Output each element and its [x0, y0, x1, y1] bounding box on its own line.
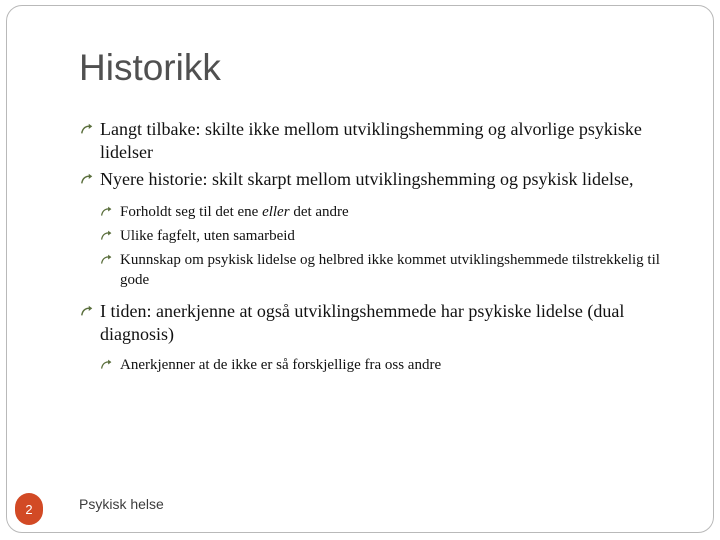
bullet-text: Nyere historie: skilt skarpt mellom utviklingshemming og psykisk lidelse, — [100, 169, 634, 189]
bullet-text-post: det andre — [289, 204, 349, 220]
bullet-text: Kunnskap om psykisk lidelse og helbred ikke kommet utviklingshemmede tilstrekkelig til gode — [120, 252, 660, 288]
curled-arrow-icon — [100, 358, 113, 371]
curled-arrow-icon — [100, 253, 113, 266]
curled-arrow-icon — [100, 205, 113, 218]
sub-bullet-item — [100, 226, 678, 246]
bullet-text-pre: Forholdt seg til det ene — [120, 204, 263, 220]
sub-bullet-item — [100, 202, 678, 222]
curled-arrow-icon — [80, 172, 94, 186]
curled-arrow-icon — [100, 229, 113, 242]
bullet-text: I tiden: anerkjenne at også utviklingshemmede har psykiske lidelse (dual diagnosis) — [100, 301, 625, 344]
sub-bullet-item — [100, 355, 678, 375]
bullet-item — [78, 118, 678, 164]
footer-text: Psykisk helse — [79, 496, 164, 512]
page-number-badge — [15, 493, 43, 525]
bullet-emphasis: eller — [262, 204, 290, 220]
bullet-text: Ulike fagfelt, uten samarbeid — [120, 228, 295, 244]
sub-bullet-item — [100, 250, 678, 290]
bullet-text: Langt tilbake: skilte ikke mellom utviklingshemming og alvorlige psykiske lidelser — [100, 119, 642, 162]
curled-arrow-icon — [80, 122, 94, 136]
page-number: 2 — [25, 501, 33, 517]
curled-arrow-icon — [80, 304, 94, 318]
bullet-item — [78, 168, 678, 191]
bullet-item — [78, 300, 678, 346]
bullet-text: Anerkjenner at de ikke er så forskjellige fra oss andre — [120, 357, 442, 373]
bullet-list — [78, 118, 678, 375]
slide-title: Historikk — [79, 47, 221, 88]
